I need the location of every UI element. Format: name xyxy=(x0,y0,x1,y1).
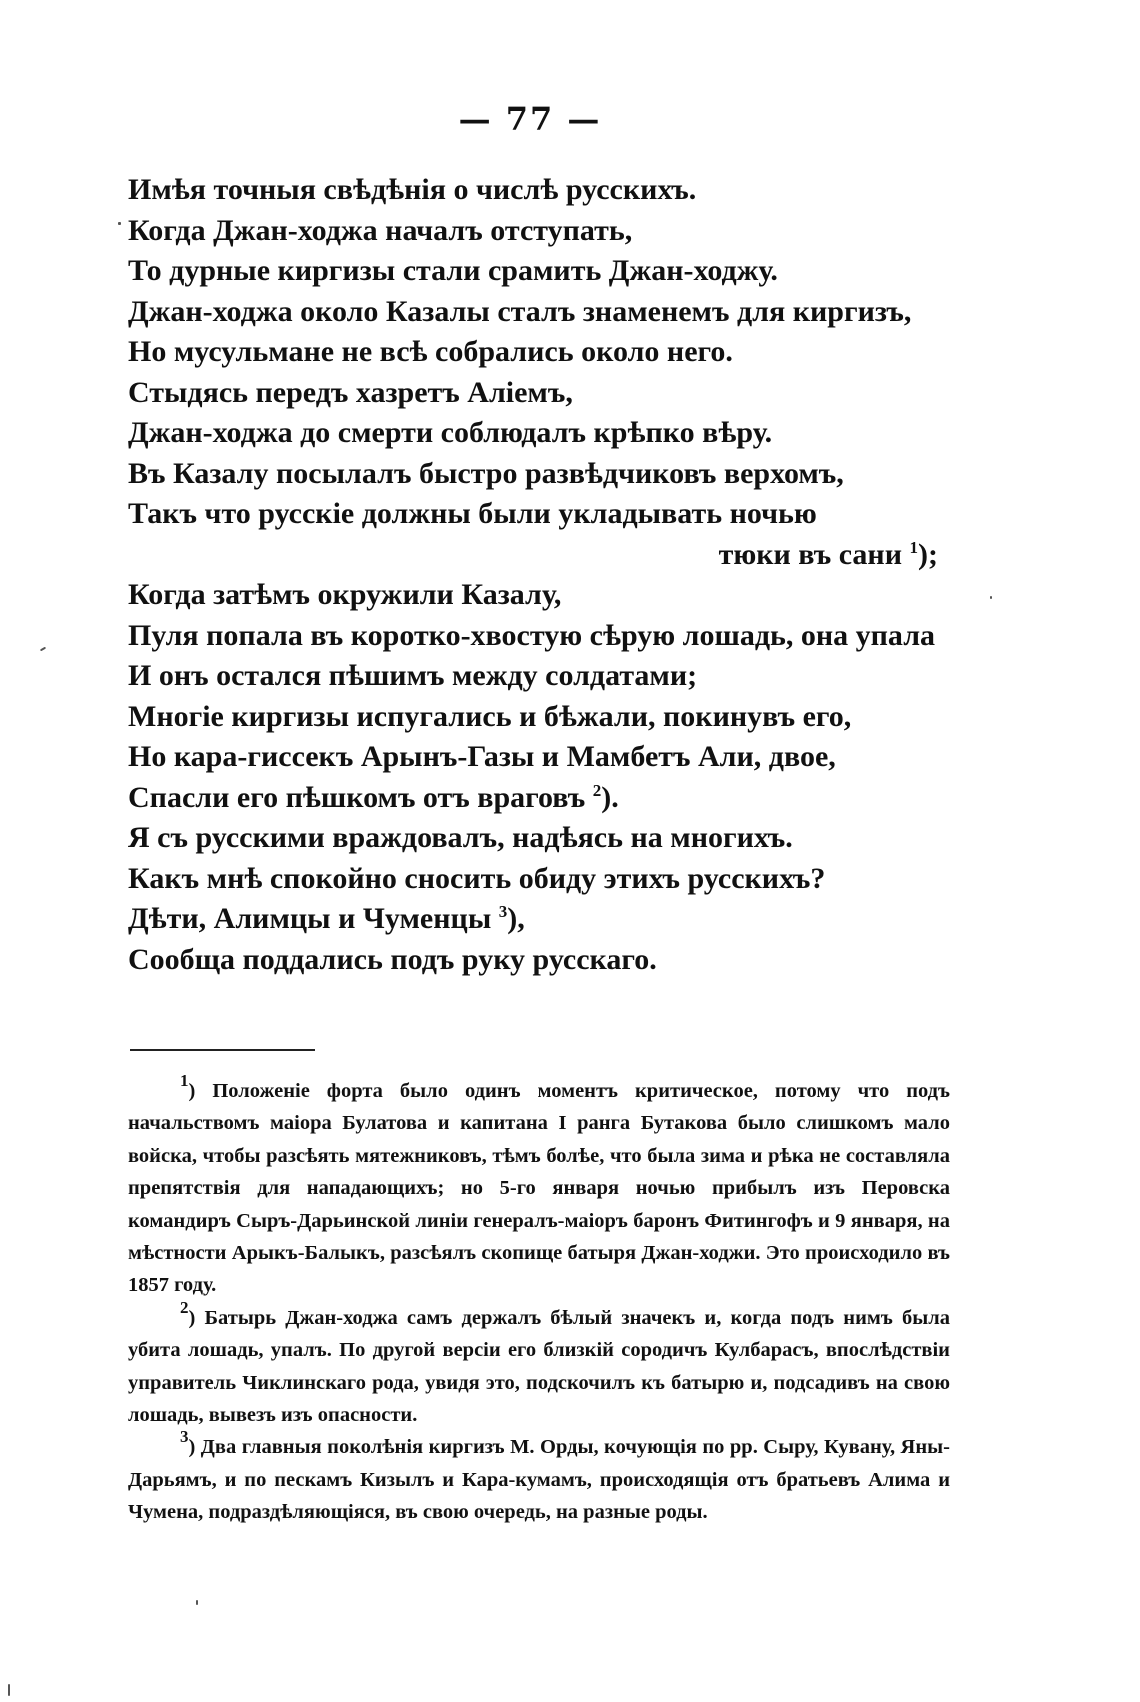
footnote-1 xyxy=(128,1071,950,1302)
poem-line: Пуля попала въ коротко-хвостую сѣрую лошадь, она упала xyxy=(128,618,936,652)
scan-speck xyxy=(196,1600,198,1605)
poem-line: Джан-ходжа около Казалы сталъ знаменемъ для киргизъ, xyxy=(128,294,912,328)
footnote-2 xyxy=(128,1297,950,1432)
poem-line: Когда затѣмъ окружили Казалу, xyxy=(128,578,562,611)
scan-speck xyxy=(990,596,992,599)
footnote-ref-3[interactable]: 3 xyxy=(498,902,508,921)
footnote-text: ) Батырь Джан-ходжа самъ держалъ бѣлый значекъ и, когда подъ нимъ была убита лошадь, упалъ. По другой версіи его близкій сородичъ Кулбарасъ, впослѣдствіи управитель Чиклинскаго рода, увидя это, подскочилъ къ батырю и, подсадивъ на свою лошадь, вывезъ изъ опасности. xyxy=(128,1306,950,1427)
poem-line-text: Дѣти, Алимцы и Чуменцы xyxy=(128,902,499,935)
poem-line-text: Спасли его пѣшкомъ отъ враговъ xyxy=(128,780,593,814)
poem-line: Въ Казалу посылалъ быстро развѣдчиковъ верхомъ, xyxy=(128,456,844,490)
poem-line: Сообща поддались подъ руку русскаго. xyxy=(128,942,657,976)
footnote-text: ) Два главныя поколѣнія киргизъ М. Орды, кочующія по рр. Сыру, Кувану, Яны-Дарьямъ, и по пескамъ Кизылъ и Кара-кумамъ, происходящія отъ братьевъ Алима и Чумена, подраздѣляющіяся, въ свою очередь, на разные роды. xyxy=(128,1436,950,1524)
poem-line: Стыдясь передъ хазретъ Аліемъ, xyxy=(128,375,573,409)
footnotes-section xyxy=(128,1071,950,1529)
poem-line: Многіе киргизы испугались и бѣжали, покинувъ его, xyxy=(128,699,852,733)
poem-line: И онъ остался пѣшимъ между солдатами; xyxy=(128,659,698,692)
poem-line: Когда Джан-ходжа началъ отступать, xyxy=(128,213,633,247)
scan-speck xyxy=(8,1684,10,1696)
poem-line: Джан-ходжа до смерти соблюдалъ крѣпко вѣру. xyxy=(128,416,773,449)
scan-speck xyxy=(118,222,121,225)
poem-line-punct: ). xyxy=(601,780,619,814)
poem-line: Какъ мнѣ спокойно сносить обиду этихъ русскихъ? xyxy=(128,861,826,895)
poem-line-text: тюки въ сани xyxy=(718,537,910,571)
footnote-3 xyxy=(128,1427,950,1528)
poem-line: Такъ что русскіе должны были укладывать ночью xyxy=(128,497,817,530)
footnote-text: ) Положеніе форта было одинъ моментъ критическое, потому что подъ начальствомъ маіора Булатова и капитана I ранга Бутакова было слишкомъ мало войска, чтобы разсѣять мятежниковъ, тѣмъ болѣе, что была зима и рѣка не составляла препятствія для нападающихъ; но 5-го января ночью прибылъ изъ Перовска командиръ Сыръ-Дарьинской линіи генералъ-маіоръ баронъ Фитингофъ и 9 января, на мѣстности Арыкъ-Балыкъ, разсѣялъ скопище батыря Джан-ходжи. Это происходило въ 1857 году. xyxy=(128,1080,950,1297)
poem-line: Имѣя точныя свѣдѣнія о числѣ русскихъ. xyxy=(128,173,697,206)
poem-body xyxy=(128,170,958,980)
footnote-marker: 2 xyxy=(180,1297,189,1317)
footnote-marker: 3 xyxy=(180,1427,189,1447)
poem-line xyxy=(128,778,958,819)
scan-speck xyxy=(40,647,46,652)
poem-line-punct: ), xyxy=(507,902,525,935)
poem-line: То дурные киргизы стали срамить Джан-ходжу. xyxy=(128,254,778,287)
poem-line: Но мусульмане не всѣ собрались около него. xyxy=(128,335,733,368)
poem-line-punct: ); xyxy=(918,537,938,571)
footnote-ref-1[interactable]: 1 xyxy=(909,537,919,557)
poem-line: Но кара-гиссекъ Арынъ-Газы и Мамбетъ Али, двое, xyxy=(128,740,836,773)
footnote-divider xyxy=(130,1049,315,1051)
footnote-marker: 1 xyxy=(180,1071,189,1090)
footnote-ref-2[interactable]: 2 xyxy=(592,780,602,800)
poem-line-continuation xyxy=(128,535,958,576)
page-number: — 77 — xyxy=(458,100,602,138)
poem-line xyxy=(128,899,958,940)
poem-line: Я съ русскими враждовалъ, надѣясь на многихъ. xyxy=(128,821,793,854)
